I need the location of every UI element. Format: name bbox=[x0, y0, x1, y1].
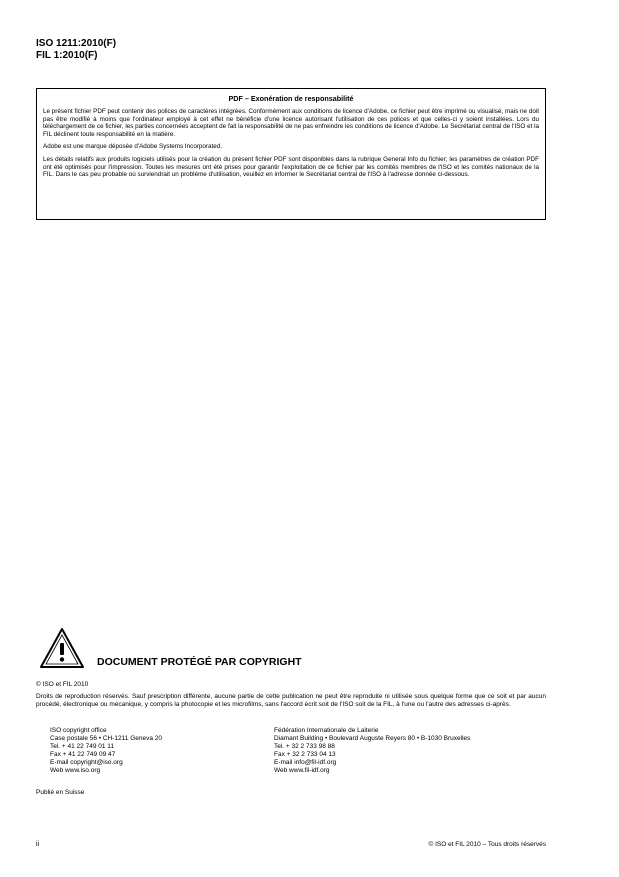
fil-address-line: Diamant Building • Boulevard Auguste Reyers 80 • B-1030 Bruxelles bbox=[274, 735, 471, 742]
header-iso-ref: ISO 1211:2010(F) bbox=[36, 38, 117, 49]
iso-address-line: Tel. + 41 22 749 01 11 bbox=[50, 743, 115, 750]
iso-address-line: ISO copyright office bbox=[50, 727, 107, 734]
disclaimer-paragraph-3: Les détails relatifs aux produits logiciels utilisés pour la création du présent fichier PDF sont disponibles dans la rubrique General Info du fichier; les paramètres de création PDF ont été optimisés pour l'impression. Toutes les mesures ont été prises pour garantir l'exploitation de ce fichier par les comités membres de l'ISO et les comités nationaux de la FIL. Dans le cas peu probable où surviendrait un problème d'utilisation, veuillez en informer le Secrétariat central de l'ISO à l'adresse donnée ci-dessous. bbox=[43, 155, 539, 179]
disclaimer-paragraph-1: Le présent fichier PDF peut contenir des polices de caractères intégrées. Conformément aux conditions de licence d'Adobe, ce fichier peut être imprimé ou visualisé, mais ne doit pas être modifié à moins que l'ordinateur employé à cet effet ne bénéficie d'une licence autorisant l'utilisation de ces polices et que celles-ci y soient installées. Lors du téléchargement de ce fichier, les parties concernées acceptent de fait la responsabilité de ne pas enfreindre les conditions de licence d'Adobe. Le Secrétariat central de l'ISO et la FIL déclinent toute responsabilité en la matière. bbox=[43, 108, 539, 138]
fil-address-line: Web www.fil-idf.org bbox=[274, 767, 330, 774]
header-fil-ref: FIL 1:2010(F) bbox=[36, 49, 98, 61]
printed-in: Publié en Suisse bbox=[36, 789, 85, 796]
fil-address-line: Fédération Internationale de Laiterie bbox=[274, 727, 379, 734]
copyright-line: © ISO et FIL 2010 bbox=[36, 681, 89, 688]
warning-triangle-icon bbox=[38, 626, 86, 670]
copyright-title: DOCUMENT PROTÉGÉ PAR COPYRIGHT bbox=[97, 656, 302, 668]
iso-address-line: E-mail copyright@iso.org bbox=[50, 759, 123, 766]
iso-address-line: Web www.iso.org bbox=[50, 767, 101, 774]
document-header bbox=[36, 38, 116, 61]
pdf-disclaimer-box bbox=[36, 88, 546, 220]
fil-address-block bbox=[274, 727, 470, 775]
iso-address-line: Case postale 56 • CH-1211 Geneva 20 bbox=[50, 735, 163, 742]
page-number: ii bbox=[36, 841, 40, 848]
fil-address-line: E-mail info@fil-idf.org bbox=[274, 759, 337, 766]
disclaimer-paragraph-2: Adobe est une marque déposée d'Adobe Systems Incorporated. bbox=[43, 143, 223, 151]
fil-address-line: Fax + 32 2 733 04 13 bbox=[274, 751, 336, 758]
footer-rights: © ISO et FIL 2010 – Tous droits réservés bbox=[428, 841, 546, 848]
fil-address-line: Tel. + 32 2 733 98 88 bbox=[274, 743, 335, 750]
iso-address-line: Fax + 41 22 749 09 47 bbox=[50, 751, 116, 758]
disclaimer-title: PDF – Exonération de responsabilité bbox=[228, 94, 354, 103]
copyright-text: Droits de reproduction réservés. Sauf prescription différente, aucune partie de cette publication ne peut être reproduite ni utilisée sous quelque forme que ce soit et par aucun procédé, électronique ou mécanique, y compris la photocopie et les microfilms, sans l'accord écrit soit de l'ISO soit de la FIL, à l'une ou l'autre des adresses ci-après. bbox=[36, 693, 546, 708]
iso-address-block bbox=[50, 727, 162, 775]
